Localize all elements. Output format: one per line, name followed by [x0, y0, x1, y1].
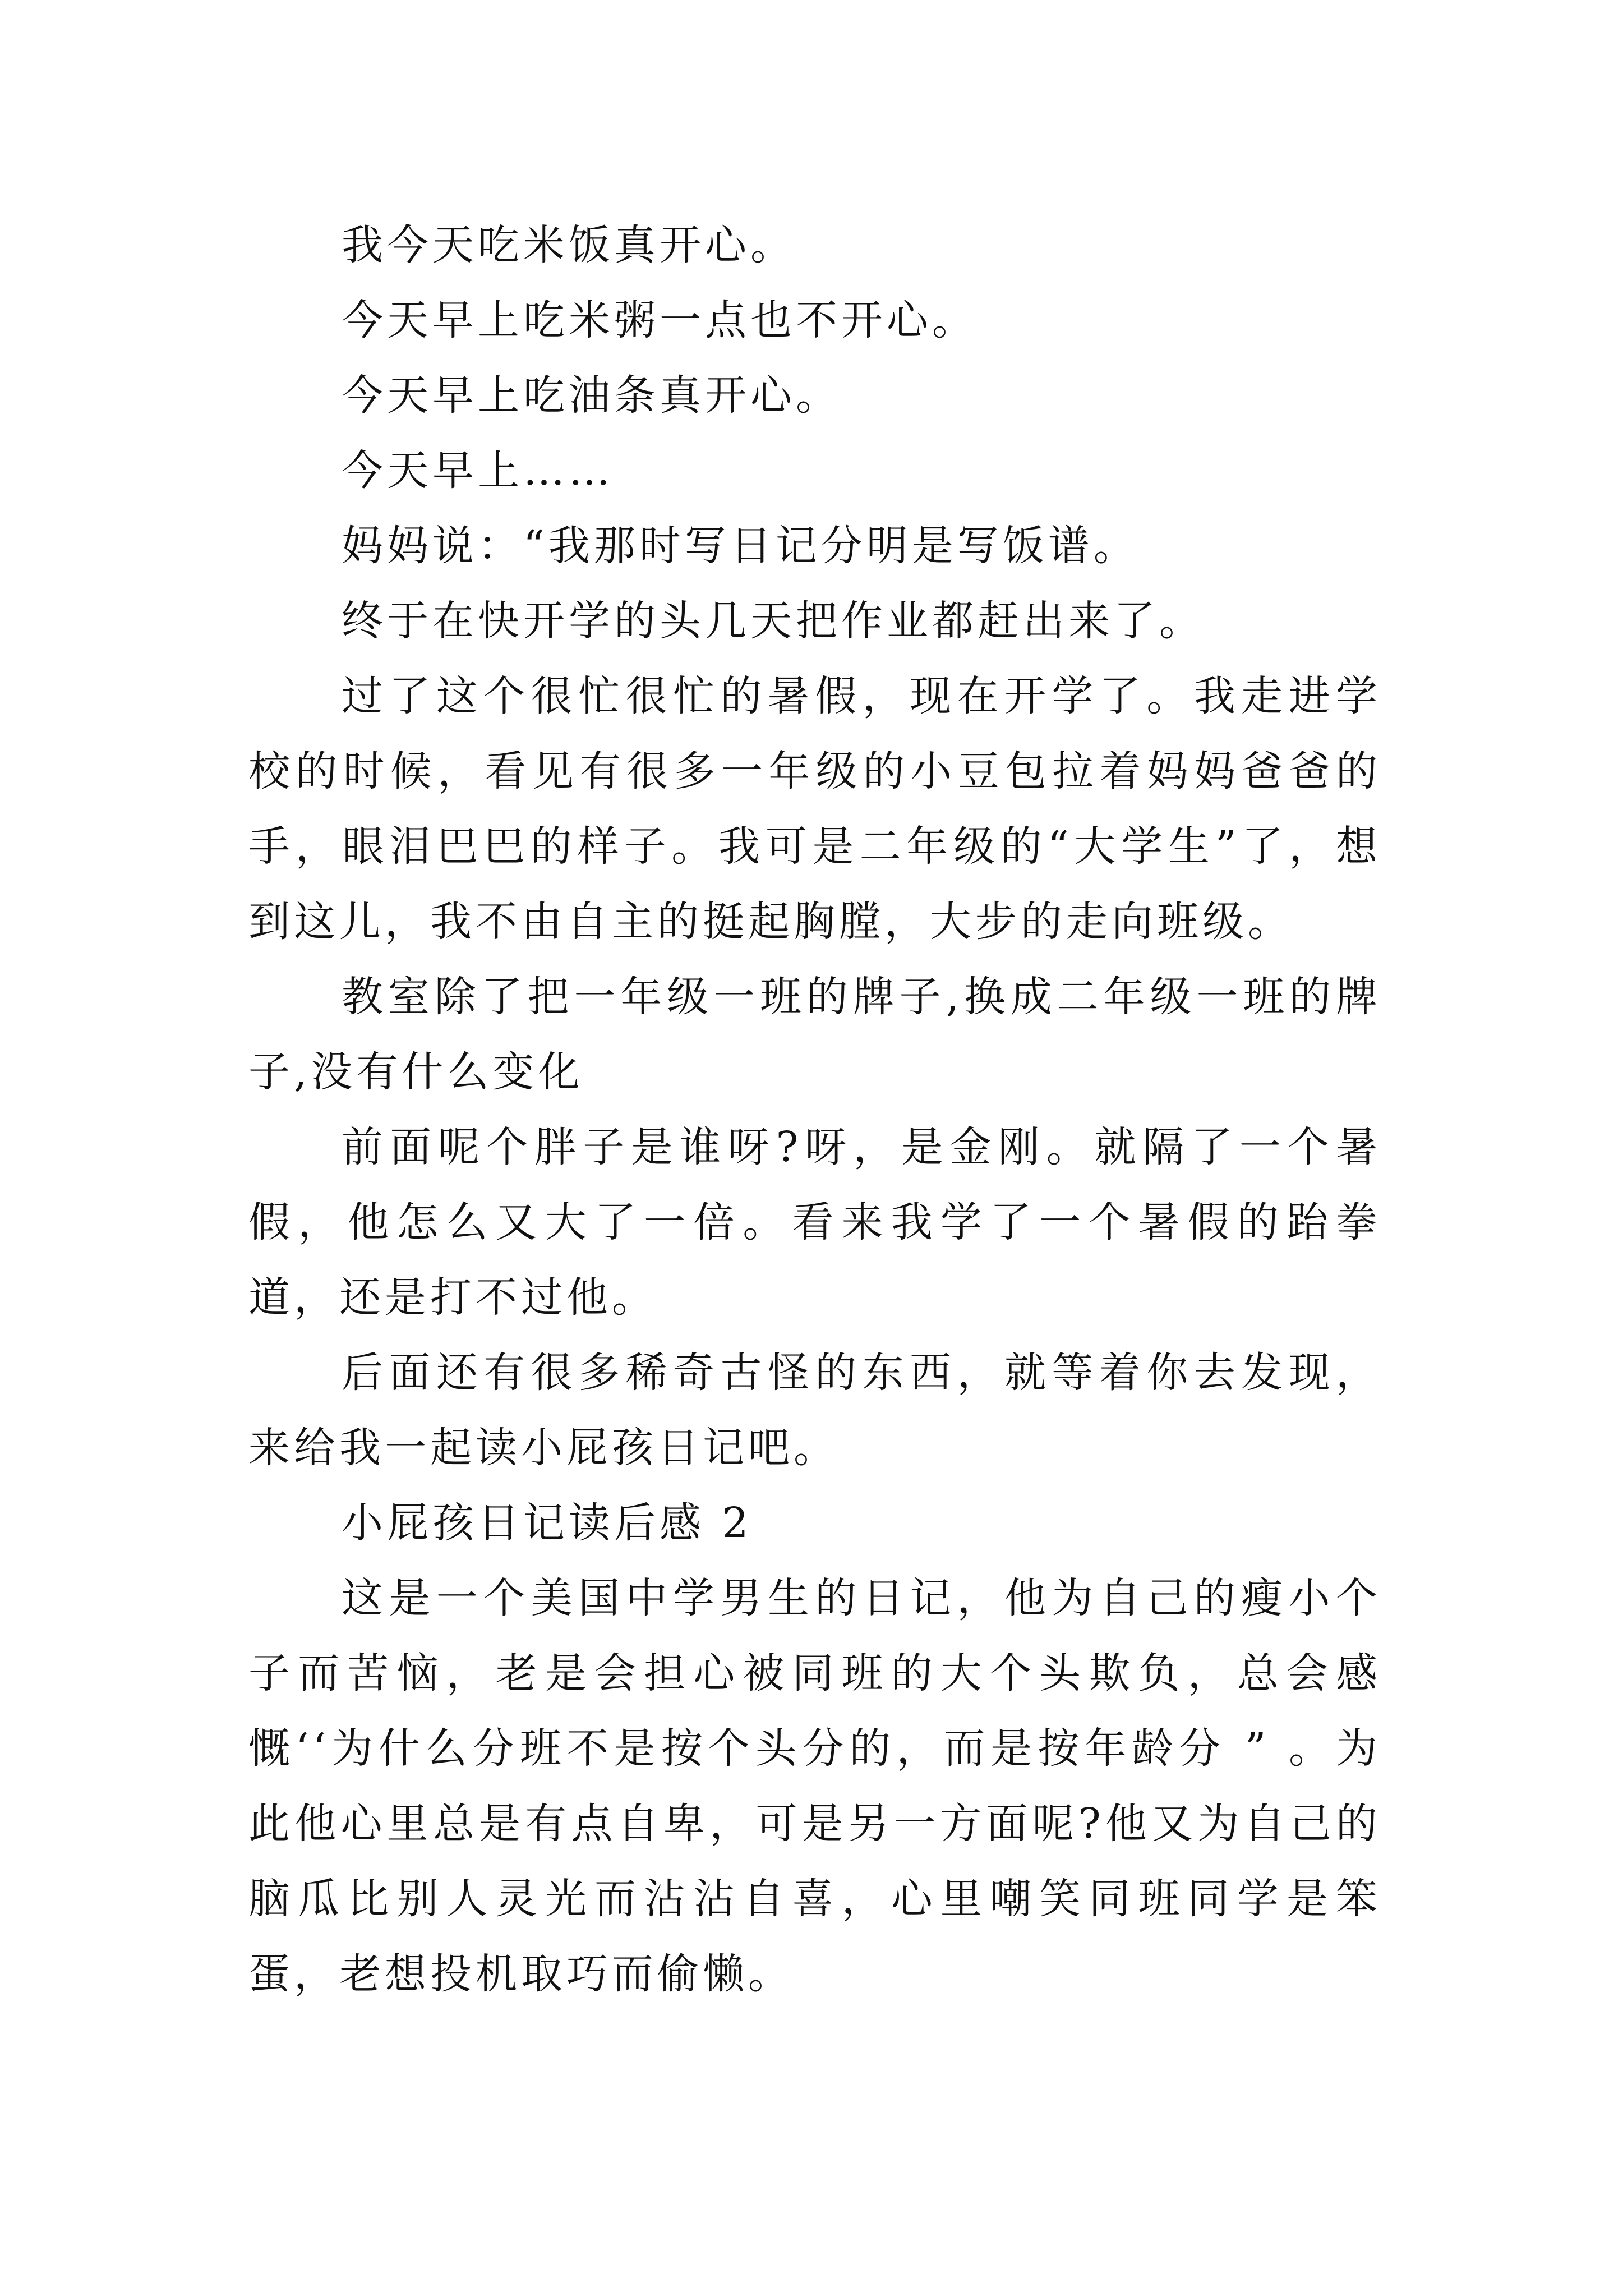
- paragraph: 过了这个很忙很忙的暑假，现在开学了。我走进学校的时候，看见有很多一年级的小豆包拉着妈妈爸爸的手，眼泪巴巴的样子。我可是二年级的“大学生”了，想到这儿，我不由自主的挺起胸膛，大步的走向班级。: [248, 672, 1381, 946]
- paragraph: 教室除了把一年级一班的牌子,换成二年级一班的牌子,没有什么变化: [248, 973, 1381, 1096]
- paragraph: 妈妈说：“我那时写日记分明是写饭谱。: [342, 522, 1139, 570]
- paragraph: 前面呢个胖子是谁呀?呀，是金刚。就隔了一个暑假，他怎么又大了一倍。看来我学了一个暑假的跆拳道，还是打不过他。: [248, 1123, 1381, 1322]
- paragraph: 今天早上吃油条真开心。: [342, 371, 841, 420]
- paragraph: 后面还有很多稀奇古怪的东西，就等着你去发现，来给我一起读小屁孩日记吧。: [248, 1349, 1381, 1472]
- paragraph: 今天早上吃米粥一点也不开心。: [342, 296, 978, 344]
- paragraph: 我今天吃米饭真开心。: [342, 221, 796, 269]
- document-body: [248, 208, 1381, 2012]
- section-heading: 小屁孩日记读后感 2: [342, 1499, 753, 1547]
- paragraph: 终于在快开学的头几天把作业都赶出来了。: [342, 597, 1205, 645]
- paragraph: 今天早上……: [342, 447, 614, 495]
- paragraph: 这是一个美国中学男生的日记，他为自己的瘦小个子而苦恼，老是会担心被同班的大个头欺负，总会感慨‘‘为什么分班不是按个头分的，而是按年龄分 ” 。为此他心里总是有点自卑，可是另一方面呢?他又为自己的脑瓜比别人灵光而沾沾自喜，心里嘲笑同班同学是笨蛋，老想投机取巧而偷懒。: [248, 1574, 1381, 1998]
